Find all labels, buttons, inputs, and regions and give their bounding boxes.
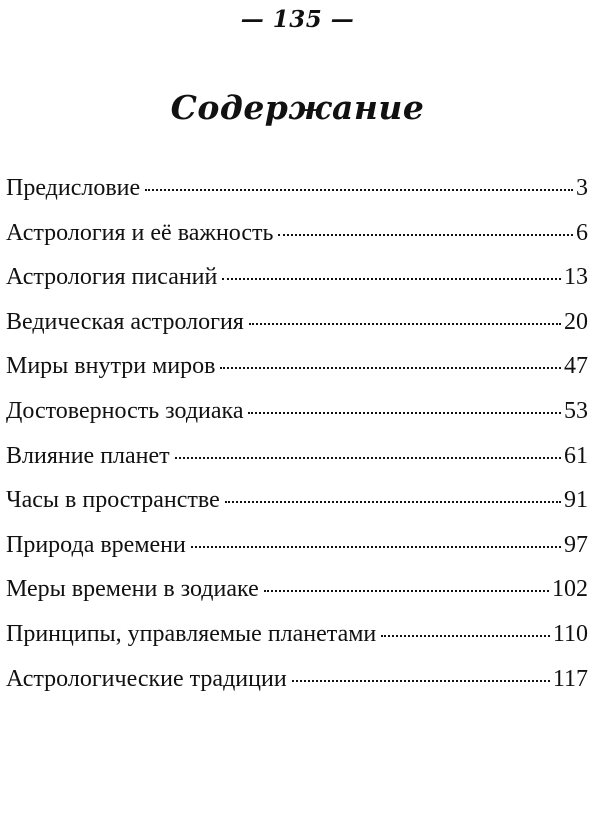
toc-entry-page: 47: [564, 353, 588, 380]
toc-entry-label: Предисловие: [6, 175, 141, 201]
table-of-contents: [6, 166, 588, 701]
dot-leader: [381, 635, 550, 637]
toc-entry-page: 110: [552, 620, 588, 647]
toc-entry-page: 53: [564, 397, 588, 424]
dot-leader: [278, 234, 573, 236]
dot-leader: [248, 412, 561, 414]
toc-entry-label: Достоверность зодиака: [6, 397, 244, 424]
dot-leader: [220, 367, 561, 369]
toc-entry: [6, 166, 588, 211]
dot-leader: [249, 323, 561, 325]
toc-entry: [6, 523, 588, 568]
dot-leader: [225, 501, 561, 503]
dot-leader: [145, 189, 573, 191]
toc-entry-page: 102: [552, 576, 588, 603]
toc-entry: [6, 612, 588, 657]
toc-entry-label: Часы в пространстве: [6, 487, 220, 514]
toc-entry: [6, 300, 588, 345]
dot-leader: [175, 457, 561, 459]
toc-entry-label: Принципы, управляемые планетами: [6, 620, 377, 647]
toc-entry-page: 6: [576, 219, 588, 246]
toc-entry-label: Природа времени: [6, 531, 186, 558]
page-title: Содержание: [170, 88, 425, 127]
dot-leader: [292, 680, 550, 682]
toc-entry-label: Меры времени в зодиаке: [6, 576, 259, 603]
dot-leader: [222, 278, 561, 280]
toc-entry-page: 61: [564, 442, 588, 469]
toc-entry: [6, 434, 588, 479]
toc-entry-page: 3: [576, 175, 588, 201]
toc-entry: [6, 344, 588, 389]
toc-entry: [6, 567, 588, 612]
toc-entry-label: Астрология и её важность: [6, 219, 274, 246]
toc-entry: [6, 255, 588, 300]
toc-entry-label: Влияние планет: [6, 442, 170, 469]
toc-entry-label: Ведическая астрология: [6, 308, 244, 335]
toc-entry-label: Астрология писаний: [6, 264, 218, 291]
dot-leader: [191, 546, 561, 548]
page-number: — 135 —: [240, 6, 355, 33]
toc-entry-page: 91: [564, 487, 588, 514]
toc-entry: [6, 389, 588, 434]
toc-entry: [6, 478, 588, 523]
dot-leader: [264, 590, 549, 592]
toc-entry-page: 97: [564, 531, 588, 558]
toc-entry-page: 20: [564, 308, 588, 335]
toc-entry: [6, 211, 588, 256]
toc-entry-label: Миры внутри миров: [6, 353, 216, 380]
toc-entry: [6, 657, 588, 702]
toc-entry-page: 117: [552, 665, 588, 692]
toc-entry-page: 13: [564, 264, 588, 291]
toc-entry-label: Астрологические традиции: [6, 665, 287, 692]
